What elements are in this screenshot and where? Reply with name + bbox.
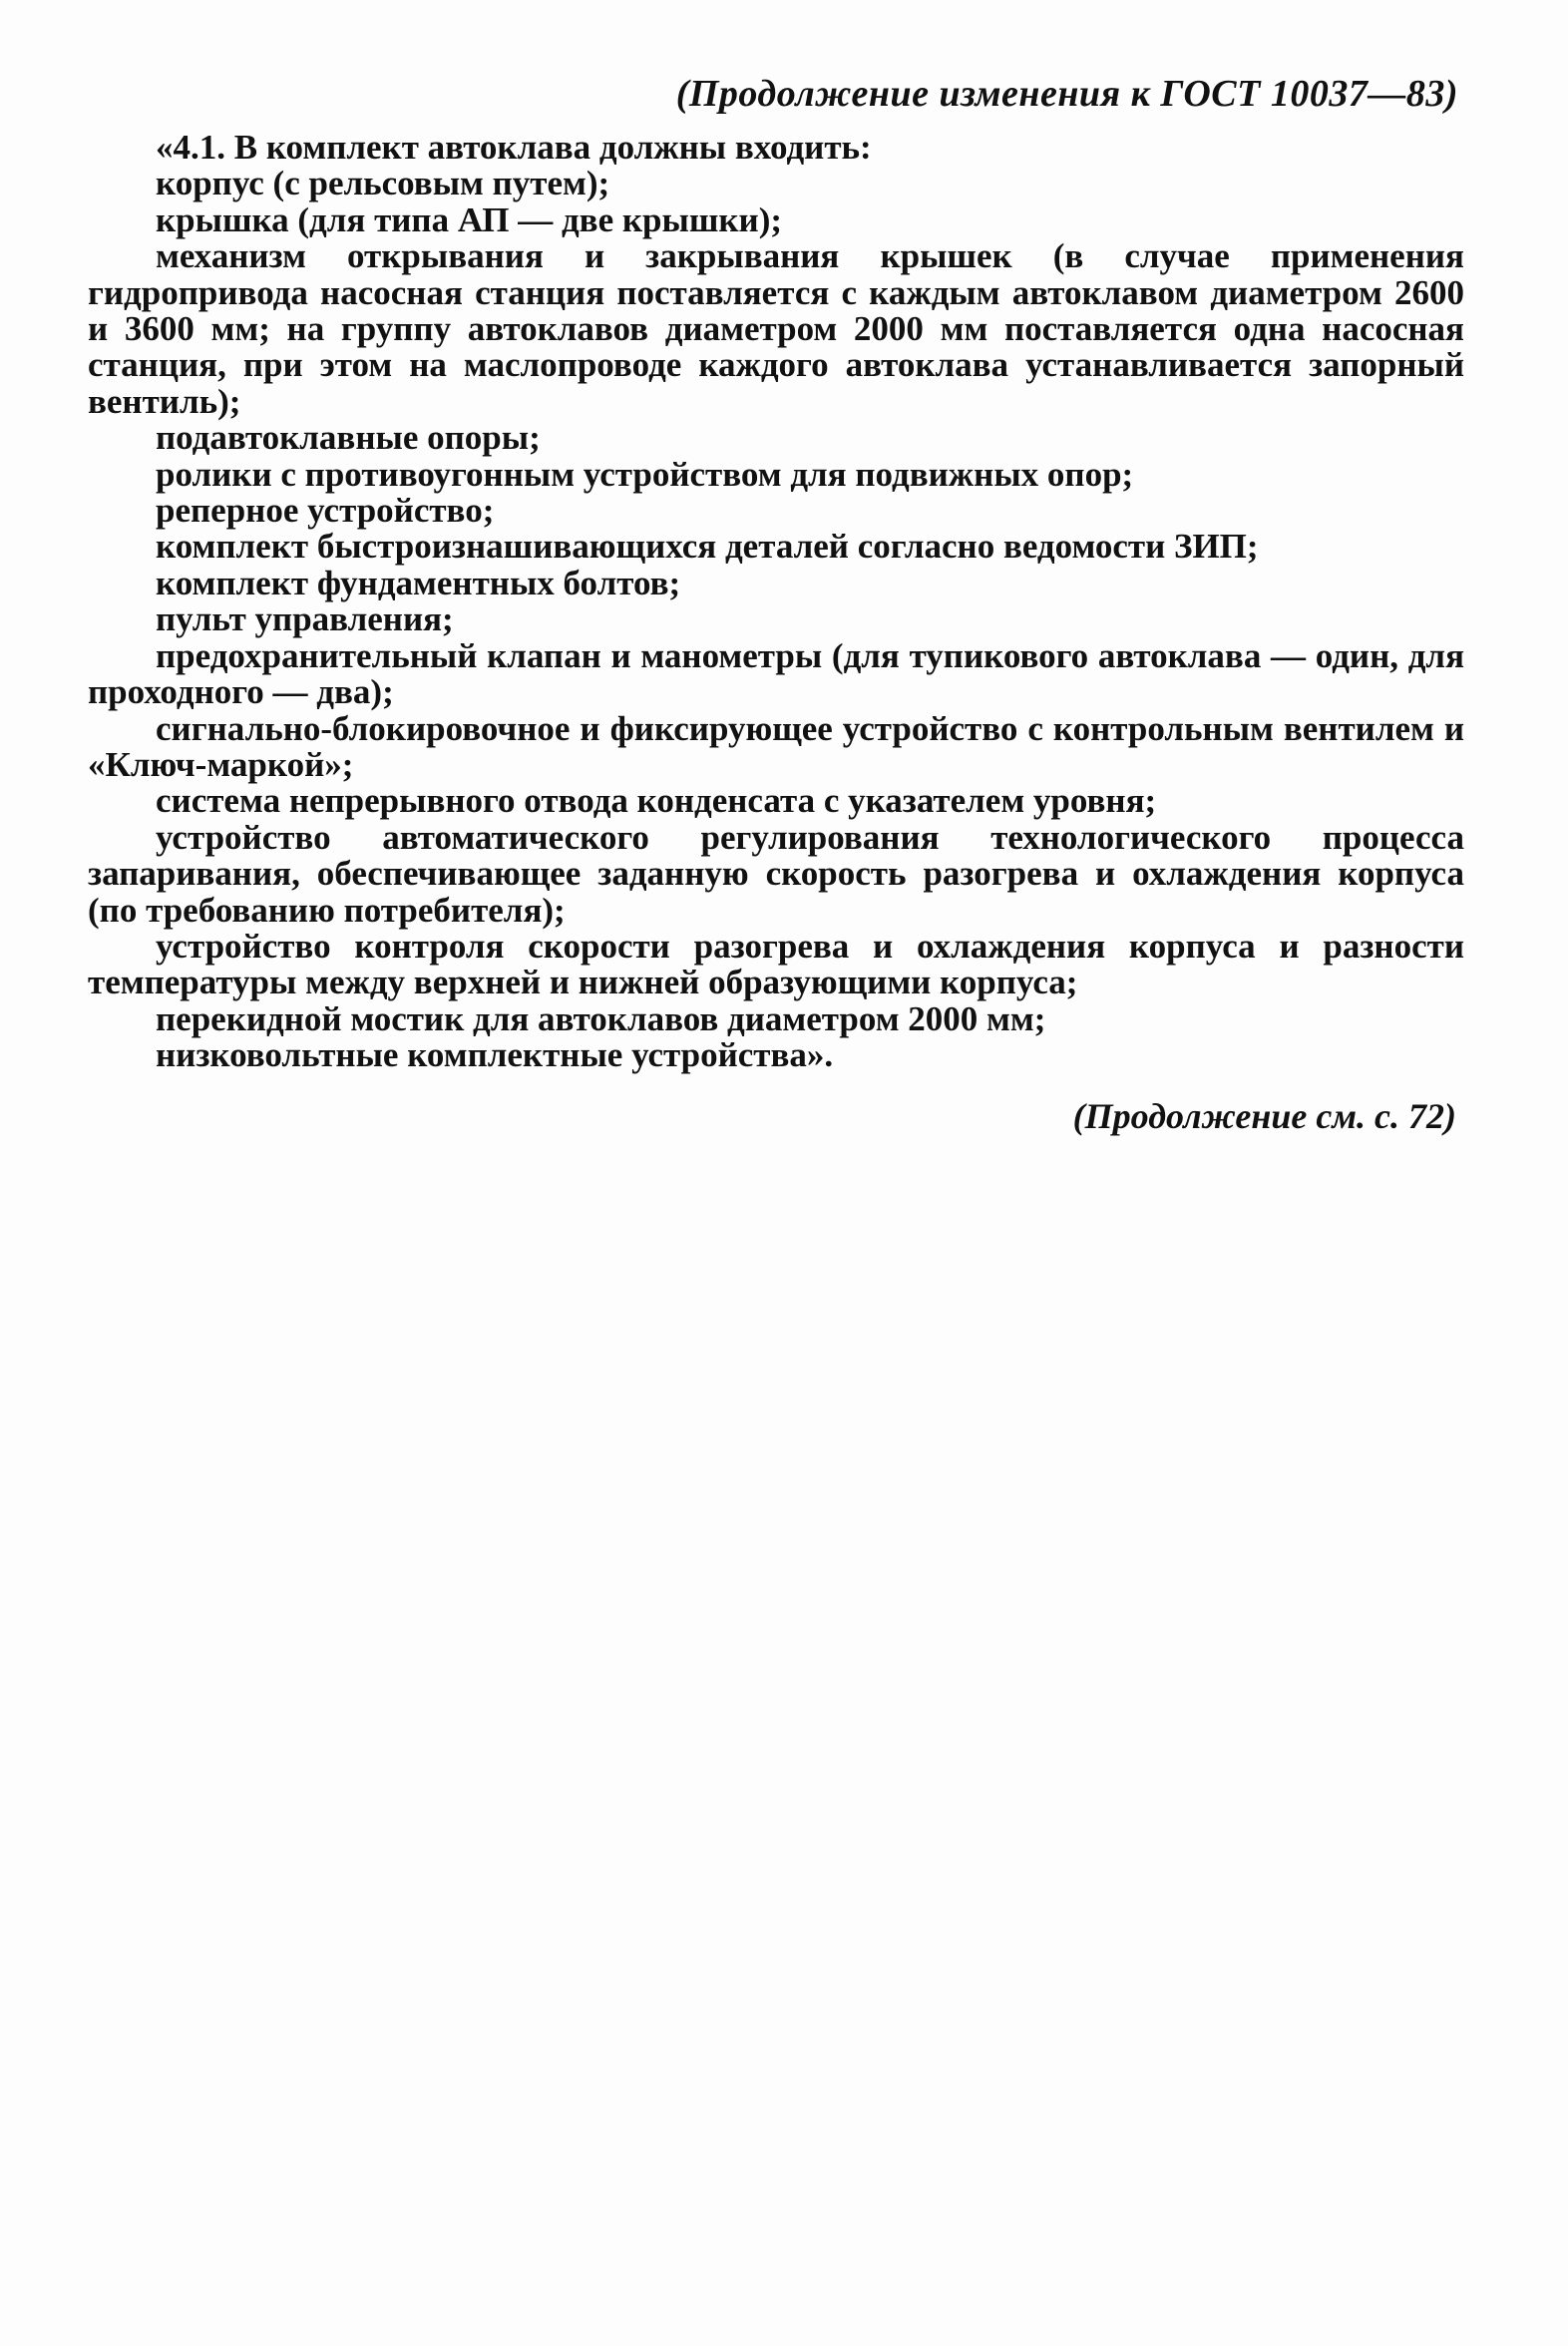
page-footer: (Продолжение см. с. 72): [1072, 1096, 1456, 1136]
paragraph-item: корпус (с рельсовым путем);: [156, 164, 610, 203]
paragraph-item: подавтоклавные опоры;: [156, 418, 541, 458]
page-header: (Продолжение изменения к ГОСТ 10037—83): [675, 73, 1458, 115]
paragraph-item: крышка (для типа АП — две крышки);: [156, 199, 783, 239]
paragraph-item: сигнально-блокировочное и фиксирующее устройство с контрольным вентилем и «Ключ-маркой»;: [88, 708, 1464, 784]
paragraph-item: устройство автоматического регулирования технологического процесса запаривания, обеспечивающее заданную скорость разогрева и охлаждения корпуса (по требованию потребителя);: [88, 817, 1464, 930]
paragraph-item: комплект фундаментных болтов;: [156, 563, 681, 602]
paragraph-item: пульт управления;: [156, 599, 454, 639]
paragraph-intro: «4.1. В комплект автоклава должны входить:: [156, 128, 872, 167]
paragraph-item: система непрерывного отвода конденсата с указателем уровня;: [156, 781, 1157, 821]
paragraph-item: устройство контроля скорости разогрева и охлаждения корпуса и разности температуры между верхней и нижней образующими корпуса;: [88, 926, 1464, 1002]
body-text: [88, 130, 1464, 1074]
paragraph-item: низковольтные комплектные устройства».: [156, 1035, 834, 1075]
paragraph-item: механизм открывания и закрывания крышек (в случае применения гидропривода насосная станция поставляется с каждым автоклавом диаметром 2600 и 3600 мм; на группу автоклавов диаметром 2000 мм поставляется одна насосная станция, при этом на маслопроводе каждого автоклава устанавливается запорный вентиль);: [88, 236, 1464, 421]
paragraph-item: перекидной мостик для автоклавов диаметром 2000 мм;: [156, 998, 1046, 1038]
paragraph-item: реперное устройство;: [156, 491, 495, 531]
paragraph-item: предохранительный клапан и манометры (для тупикового автоклава — один, для проходного — два);: [88, 635, 1464, 712]
paragraph-item: ролики с противоугонным устройством для подвижных опор;: [156, 454, 1134, 494]
paragraph-item: комплект быстроизнашивающихся деталей согласно ведомости ЗИП;: [156, 527, 1259, 567]
